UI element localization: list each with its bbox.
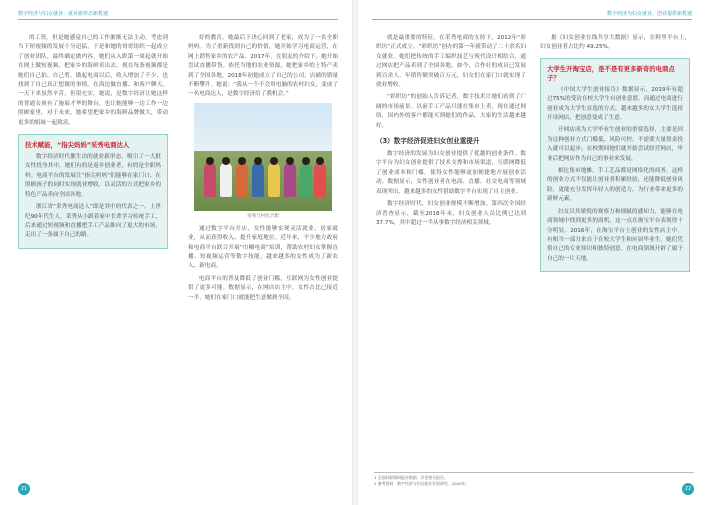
paragraph: 开网店成为大学毕业生创业的重要选择，主要是因为这种创业方式门槛低、风险可控，不需要大量资金投入就可以起步。在校期间她们就开始尝试经营网店，毕业后把网店作为自己的事业来发展。 [547, 127, 683, 162]
footnotes [374, 472, 694, 487]
footnote-2: 2 参考资料：数字经济与妇女就业发展研究，2020年。 [374, 481, 470, 486]
footnote-1: 1 全国妇联调研报告数据，详见相关报告。 [374, 475, 448, 480]
column-2 [188, 34, 338, 486]
paragraph: 好的教育。她最后下决心回到了老家，成为了一名全职妈妈。为了重新找到自己的价值，她开始学习电商运营，在网上销售家乡的农产品。2017年，在朋友的介绍下，她开始尝试直播带货。依托当地的农业资源，她把家乡的土特产卖到了全国各地，2018年初她成立了自己的公司，店铺的销量不断攀升。她说：“我从一个不会用电脑的农村妇女，变成了一名电商达人，是数字经济给了我机会。” [188, 35, 338, 98]
paragraph: 相比集市地摊，手工艺品都是网络化的商务，这样的创业方式不仅能让创业者积累经验，还能降低创业风险，更能充分发挥年轻人的创造力，为行业带来更多的新鲜元素。 [547, 168, 683, 203]
running-head: 数字经济为妇女就业、创业提供新机遇 [606, 11, 692, 17]
running-head: 数字经济与妇女就业：就业新形态新机遇 [18, 11, 109, 17]
box-body [547, 86, 683, 264]
box-title: 大学生开淘宝店，是不是有更多新奇的电商点子？ [547, 64, 675, 82]
paragraph: 的工资。但是她感觉自己的工作渐渐无法主动，考虑到当下短视频的发展十分迅猛，于是和她的哥哥组织一起成立了创业团队，最终确定做内容。她们从入职第一周起就开始在网上做短视频，把家乡的海鲜卖出去。现在每条视频都是她们自己拍、自己剪。做起电商以后，收入增加了不少，也找到了自己真正想做的事情。在海边做直播、和客户聊天，一天下来虽然辛苦，但很充实。她说，是数字经济让她这样的普通女孩有了施展才华的舞台，也让她能够一边工作一边照顾家里。对于未来，她希望把家乡的海鲜品牌做大，带动更多的姐妹一起致富。 [18, 35, 168, 126]
paragraph: 数字经济时代催生出的就业新形态，吸引了一大批女性投身其中，她们有的是返乡创业者，有的是全职妈妈。电商平台的发展让“指尖妈妈”们能够在家门口、在照顾孩子的同时实现就业增收，以灵活的方式把家乡的特色产品卖向全国各地。 [25, 154, 161, 198]
sidebar-box-taobao [540, 58, 690, 272]
column-4 [540, 34, 690, 466]
paragraph: 数字经济时代，妇女创业规模不断增加。第四次全国经济普查显示，截至2018年末，妇女创业人员比例已达到37.7%，其中超过一半从事数字经济相关领域。 [376, 201, 526, 226]
paragraph: 妇女以其敏锐的观察力和细腻的感知力，能够在电商领域中找到更多的商机，这一点在淘宝平台表现得十分明显。2016年，在淘宝平台上创业的女性店主中，有相当一部分来自于在校大学生和应届毕业生，她们凭借自己的专业知识和独特创意，在电商领域开辟了属于自己的一片天地。 [547, 208, 683, 262]
column-1 [18, 34, 168, 486]
paragraph: 数字经济的发展为妇女创业提供了优越的创业条件。数字平台为妇女创业提供了技术支撑和市场渠道，互联网降低了创业成本和门槛，使得女性能够更加便捷地开展创业活动。数据显示，女性创业者在电商、直播、社交电商等领域表现突出，越来越多的女性借助数字平台实现了自主创业。 [376, 151, 526, 195]
group-photo [194, 103, 332, 211]
page-number: 22 [682, 483, 694, 495]
paragraph: 浙江省“采秀电商达人”即是其中的代表之一。上世纪90年代生人，采秀从小跟着家中长辈学习传统手工，后来通过短视频和直播把手工产品推向了更大的市场，走出了一条属于自己的路。 [25, 204, 161, 239]
column-1-body [18, 34, 168, 128]
column-2-body-top [188, 34, 338, 100]
left-page [0, 0, 352, 505]
column-3-body [376, 34, 526, 131]
column-3 [376, 34, 526, 466]
section-3 [376, 137, 526, 228]
column-2-body-bottom [188, 225, 338, 303]
paragraph: “彩织坊”的创始人告诉记者，数字技术让她们看到了广阔的市场前景。以前手工产品只能在集市上卖，现在通过网络，国内外的客户都能买到她们的作品，大家的生活越来越好。 [376, 94, 526, 129]
photo-caption: 采秀与村民合影 [246, 213, 280, 219]
page-number: 21 [18, 483, 30, 495]
section-heading: （3）数字经济促进妇女创业重提升 [376, 137, 480, 146]
right-page [358, 0, 710, 505]
box-body [25, 153, 161, 241]
section-body [376, 150, 526, 228]
sidebar-box-zhijian-mama [18, 134, 168, 249]
paragraph: 《中国大学生创业报告》数据显示，2019年有超过75%的受访在校大学生有创业意愿，而通过电商进行创业成为大学生首选的方式。越来越多的女大学生选择开设网店，把创意变成了生意。 [547, 86, 683, 122]
header-rule [18, 19, 338, 20]
box-title: 技术赋能，“指尖妈妈”采秀电商达人 [25, 141, 130, 150]
header-rule [372, 19, 692, 20]
paragraph: 通过数字平台开店，女性能够实现灵活就业、居家就业，从而获得收入、提升家庭地位。近年来，不少地方政府和电商平台联合开展“巾帼电商”培训，帮助农村妇女掌握直播、短视频运营等数字技能，越来越多的女性成为了新农人、新电商。 [188, 225, 338, 270]
paragraph: 就是最重要的特征。在采秀电商的支持下，2012年“彩织坊”正式成立。“彩织坊”创办的第一年就带动了二十余名妇女就业。她们把传统的手工编织技艺与现代设计相结合，通过网店把产品卖到了全国各地。如今，合作社的成员已发展到百余人，年销售额突破百万元，妇女们在家门口就实现了就业增收。 [376, 35, 526, 89]
paragraph: 电商平台的普及降低了创业门槛，互联网为女性创业提供了更多可能。数据显示，在网店店主中，女性占比已接近一半，她们在家门口就能把生意做到全国。 [188, 275, 338, 301]
column-4-intro: 据《妇女创业在线共享大数据》显示，在阿里平台上，妇女创业者占比约 49.25%。 [540, 35, 690, 51]
